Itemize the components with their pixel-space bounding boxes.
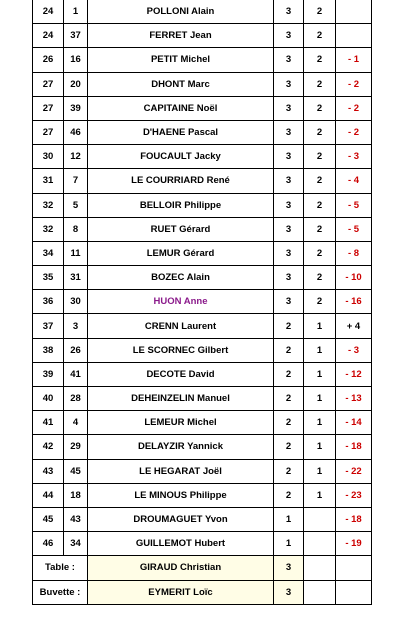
- points-cell: 1: [274, 532, 304, 556]
- wins-cell: 2: [304, 96, 336, 120]
- empty-cell: [336, 580, 372, 604]
- player-number-cell: 16: [64, 48, 88, 72]
- rank-cell: 24: [33, 24, 64, 48]
- staff-role-cell: Table :: [33, 556, 88, 580]
- player-number-cell: 4: [64, 411, 88, 435]
- points-cell: 3: [274, 169, 304, 193]
- goal-difference-cell: + 4: [336, 314, 372, 338]
- table-row: [33, 241, 372, 265]
- rank-cell: 27: [33, 96, 64, 120]
- results-body: [33, 0, 372, 604]
- wins-cell: 2: [304, 24, 336, 48]
- player-name-cell: PETIT Michel: [88, 48, 274, 72]
- rank-cell: 35: [33, 266, 64, 290]
- goal-difference-cell: - 18: [336, 435, 372, 459]
- wins-cell: 2: [304, 217, 336, 241]
- rank-cell: 42: [33, 435, 64, 459]
- player-number-cell: 20: [64, 72, 88, 96]
- points-cell: 3: [274, 24, 304, 48]
- player-name-cell: DEHEINZELIN Manuel: [88, 387, 274, 411]
- wins-cell: 1: [304, 362, 336, 386]
- points-cell: 3: [274, 0, 304, 24]
- wins-cell: 1: [304, 338, 336, 362]
- goal-difference-cell: - 1: [336, 48, 372, 72]
- goal-difference-cell: [336, 24, 372, 48]
- rank-cell: 44: [33, 483, 64, 507]
- player-number-cell: 39: [64, 96, 88, 120]
- rank-cell: 38: [33, 338, 64, 362]
- rank-cell: 31: [33, 169, 64, 193]
- points-cell: 2: [274, 435, 304, 459]
- results-table: [32, 0, 372, 605]
- wins-cell: [304, 507, 336, 531]
- player-number-cell: 45: [64, 459, 88, 483]
- goal-difference-cell: - 22: [336, 459, 372, 483]
- wins-cell: 1: [304, 314, 336, 338]
- player-name-cell: LEMUR Gérard: [88, 241, 274, 265]
- points-cell: 3: [274, 96, 304, 120]
- player-name-cell: LEMEUR Michel: [88, 411, 274, 435]
- wins-cell: 2: [304, 145, 336, 169]
- table-row: [33, 290, 372, 314]
- goal-difference-cell: - 2: [336, 120, 372, 144]
- player-name-cell: DELAYZIR Yannick: [88, 435, 274, 459]
- wins-cell: 2: [304, 48, 336, 72]
- player-number-cell: 31: [64, 266, 88, 290]
- rank-cell: 39: [33, 362, 64, 386]
- goal-difference-cell: - 8: [336, 241, 372, 265]
- player-name-cell: CAPITAINE Noël: [88, 96, 274, 120]
- player-number-cell: 28: [64, 387, 88, 411]
- table-row: [33, 411, 372, 435]
- table-row: [33, 145, 372, 169]
- table-row: [33, 217, 372, 241]
- rank-cell: 24: [33, 0, 64, 24]
- player-name-cell: LE COURRIARD René: [88, 169, 274, 193]
- goal-difference-cell: - 16: [336, 290, 372, 314]
- wins-cell: 2: [304, 290, 336, 314]
- table-row: [33, 169, 372, 193]
- player-number-cell: 11: [64, 241, 88, 265]
- player-number-cell: 18: [64, 483, 88, 507]
- staff-row: [33, 580, 372, 604]
- player-name-cell: DROUMAGUET Yvon: [88, 507, 274, 531]
- wins-cell: 1: [304, 411, 336, 435]
- rank-cell: 27: [33, 72, 64, 96]
- table-row: [33, 435, 372, 459]
- points-cell: 3: [274, 72, 304, 96]
- player-name-cell: BELLOIR Philippe: [88, 193, 274, 217]
- rank-cell: 45: [33, 507, 64, 531]
- points-cell: 2: [274, 411, 304, 435]
- wins-cell: 1: [304, 483, 336, 507]
- empty-cell: [336, 556, 372, 580]
- table-row: [33, 24, 372, 48]
- table-row: [33, 193, 372, 217]
- staff-points-cell: 3: [274, 556, 304, 580]
- rank-cell: 27: [33, 120, 64, 144]
- wins-cell: 2: [304, 120, 336, 144]
- points-cell: 2: [274, 314, 304, 338]
- goal-difference-cell: - 13: [336, 387, 372, 411]
- wins-cell: 2: [304, 169, 336, 193]
- empty-cell: [304, 580, 336, 604]
- goal-difference-cell: - 5: [336, 193, 372, 217]
- staff-name-cell: GIRAUD Christian: [88, 556, 274, 580]
- player-name-cell: LE HEGARAT Joël: [88, 459, 274, 483]
- goal-difference-cell: - 12: [336, 362, 372, 386]
- goal-difference-cell: - 3: [336, 338, 372, 362]
- table-row: [33, 0, 372, 24]
- player-name-cell: GUILLEMOT Hubert: [88, 532, 274, 556]
- points-cell: 3: [274, 290, 304, 314]
- wins-cell: 1: [304, 387, 336, 411]
- table-row: [33, 48, 372, 72]
- table-row: [33, 338, 372, 362]
- player-number-cell: 29: [64, 435, 88, 459]
- table-row: [33, 72, 372, 96]
- staff-role-cell: Buvette :: [33, 580, 88, 604]
- points-cell: 3: [274, 48, 304, 72]
- player-number-cell: 12: [64, 145, 88, 169]
- rank-cell: 37: [33, 314, 64, 338]
- points-cell: 2: [274, 362, 304, 386]
- player-name-cell: RUET Gérard: [88, 217, 274, 241]
- points-cell: 3: [274, 217, 304, 241]
- goal-difference-cell: - 2: [336, 96, 372, 120]
- rank-cell: 30: [33, 145, 64, 169]
- points-cell: 3: [274, 193, 304, 217]
- points-cell: 2: [274, 459, 304, 483]
- goal-difference-cell: [336, 0, 372, 24]
- table-row: [33, 96, 372, 120]
- table-row: [33, 387, 372, 411]
- points-cell: 2: [274, 338, 304, 362]
- goal-difference-cell: - 4: [336, 169, 372, 193]
- points-cell: 1: [274, 507, 304, 531]
- player-name-cell: DECOTE David: [88, 362, 274, 386]
- player-name-cell: FERRET Jean: [88, 24, 274, 48]
- player-number-cell: 3: [64, 314, 88, 338]
- player-number-cell: 1: [64, 0, 88, 24]
- rank-cell: 46: [33, 532, 64, 556]
- wins-cell: 2: [304, 72, 336, 96]
- goal-difference-cell: - 14: [336, 411, 372, 435]
- staff-name-cell: EYMERIT Loïc: [88, 580, 274, 604]
- empty-cell: [304, 556, 336, 580]
- player-number-cell: 26: [64, 338, 88, 362]
- table-row: [33, 483, 372, 507]
- wins-cell: 2: [304, 0, 336, 24]
- rank-cell: 40: [33, 387, 64, 411]
- goal-difference-cell: - 3: [336, 145, 372, 169]
- table-row: [33, 532, 372, 556]
- player-number-cell: 46: [64, 120, 88, 144]
- table-row: [33, 120, 372, 144]
- player-number-cell: 37: [64, 24, 88, 48]
- points-cell: 3: [274, 266, 304, 290]
- player-name-cell: POLLONI Alain: [88, 0, 274, 24]
- wins-cell: 1: [304, 459, 336, 483]
- goal-difference-cell: - 19: [336, 532, 372, 556]
- player-number-cell: 41: [64, 362, 88, 386]
- rank-cell: 32: [33, 217, 64, 241]
- points-cell: 2: [274, 387, 304, 411]
- rank-cell: 32: [33, 193, 64, 217]
- points-cell: 3: [274, 241, 304, 265]
- rank-cell: 43: [33, 459, 64, 483]
- player-number-cell: 5: [64, 193, 88, 217]
- player-number-cell: 30: [64, 290, 88, 314]
- points-cell: 2: [274, 483, 304, 507]
- rank-cell: 26: [33, 48, 64, 72]
- player-name-cell: DHONT Marc: [88, 72, 274, 96]
- goal-difference-cell: - 23: [336, 483, 372, 507]
- player-number-cell: 8: [64, 217, 88, 241]
- table-row: [33, 459, 372, 483]
- table-row: [33, 507, 372, 531]
- player-name-cell: BOZEC Alain: [88, 266, 274, 290]
- goal-difference-cell: - 5: [336, 217, 372, 241]
- wins-cell: 1: [304, 435, 336, 459]
- player-name-cell: LE SCORNEC Gilbert: [88, 338, 274, 362]
- wins-cell: 2: [304, 266, 336, 290]
- goal-difference-cell: - 10: [336, 266, 372, 290]
- rank-cell: 41: [33, 411, 64, 435]
- rank-cell: 34: [33, 241, 64, 265]
- staff-points-cell: 3: [274, 580, 304, 604]
- player-name-cell: LE MINOUS Philippe: [88, 483, 274, 507]
- player-name-cell: HUON Anne: [88, 290, 274, 314]
- wins-cell: 2: [304, 241, 336, 265]
- table-row: [33, 314, 372, 338]
- player-name-cell: FOUCAULT Jacky: [88, 145, 274, 169]
- player-name-cell: CRENN Laurent: [88, 314, 274, 338]
- points-cell: 3: [274, 145, 304, 169]
- table-row: [33, 266, 372, 290]
- player-name-cell: D'HAENE Pascal: [88, 120, 274, 144]
- wins-cell: [304, 532, 336, 556]
- player-number-cell: 43: [64, 507, 88, 531]
- points-cell: 3: [274, 120, 304, 144]
- table-row: [33, 362, 372, 386]
- goal-difference-cell: - 2: [336, 72, 372, 96]
- player-number-cell: 34: [64, 532, 88, 556]
- wins-cell: 2: [304, 193, 336, 217]
- player-number-cell: 7: [64, 169, 88, 193]
- rank-cell: 36: [33, 290, 64, 314]
- staff-row: [33, 556, 372, 580]
- goal-difference-cell: - 18: [336, 507, 372, 531]
